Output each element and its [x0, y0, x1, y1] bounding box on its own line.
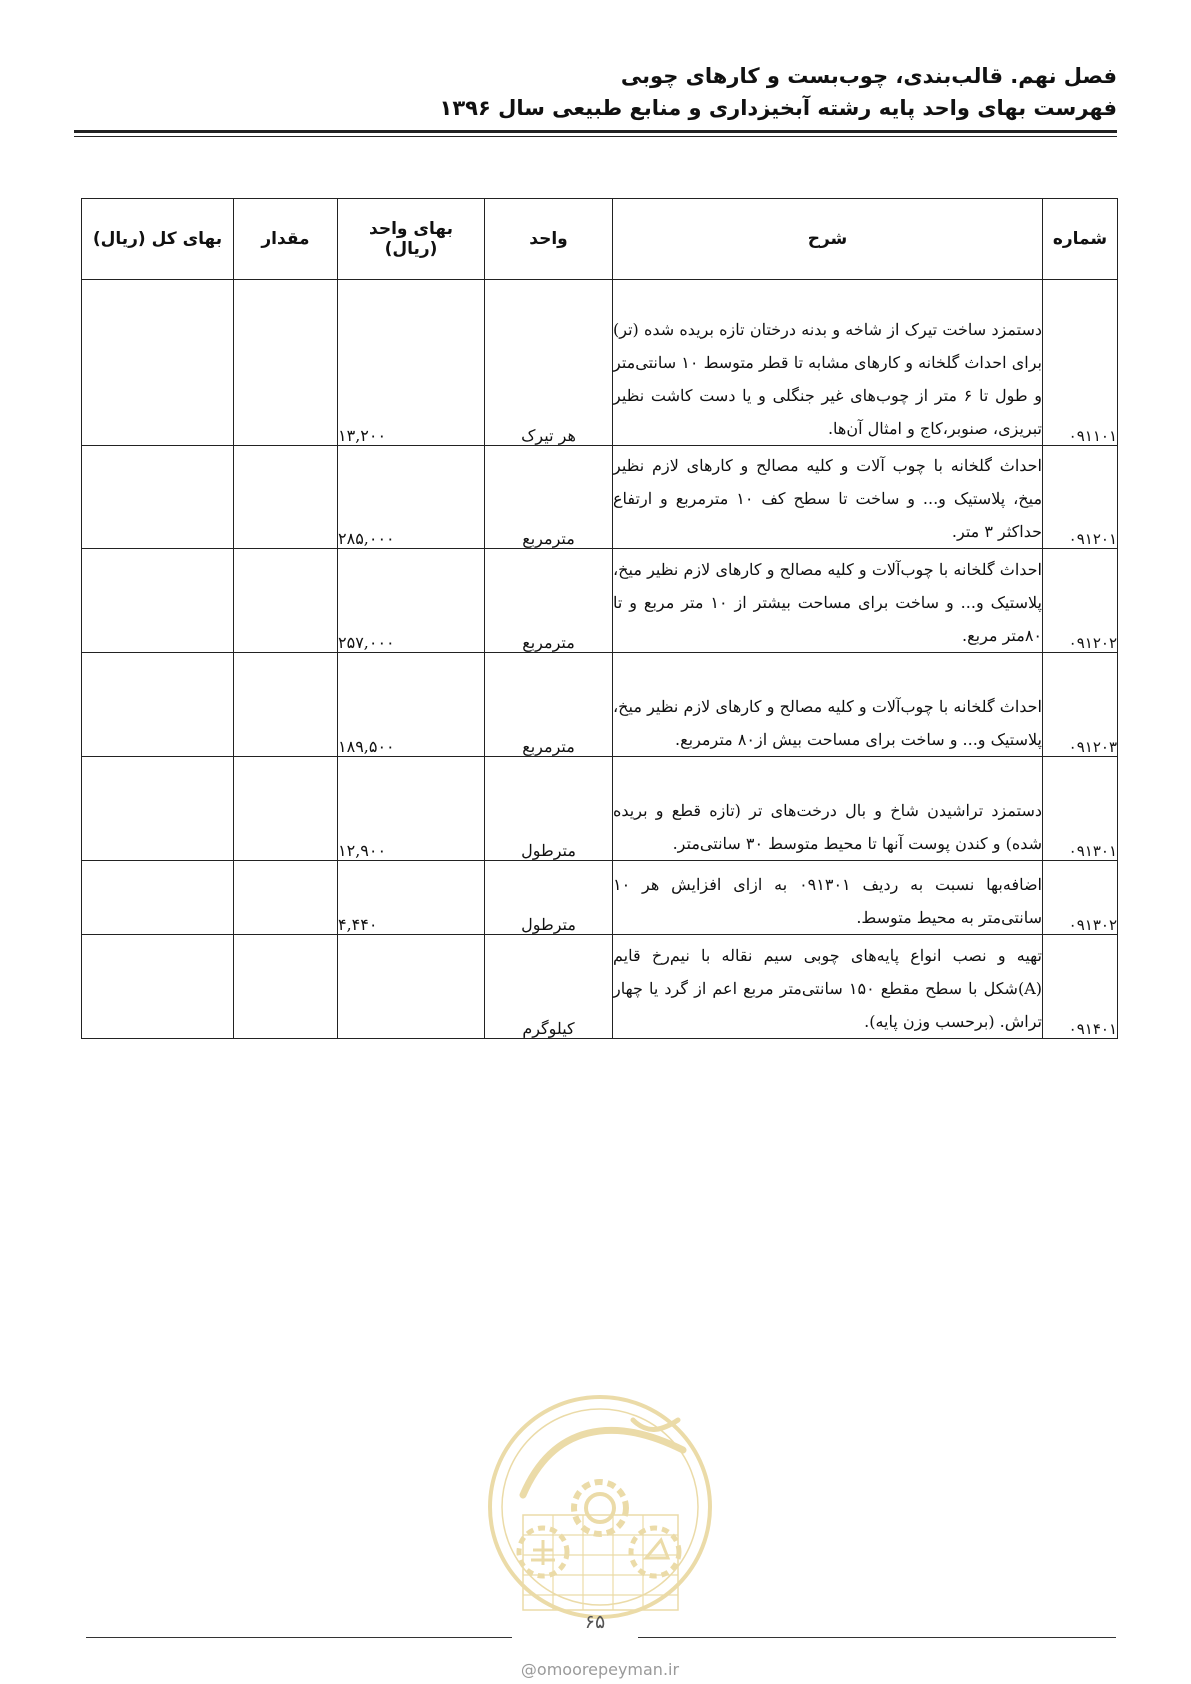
- item-quantity: [234, 653, 338, 757]
- item-total: [82, 935, 234, 1039]
- omoorepeyman-seal-logo: [483, 1390, 718, 1625]
- item-number: ۰۹۱۳۰۲: [1043, 861, 1118, 935]
- item-unit: مترمربع: [485, 549, 613, 653]
- seal-logo-icon: [483, 1390, 718, 1625]
- item-total: [82, 757, 234, 861]
- column-header-unit-price: [338, 199, 485, 280]
- item-total: [82, 446, 234, 549]
- table-row: [82, 549, 1118, 653]
- item-quantity: [234, 280, 338, 446]
- item-number: ۰۹۱۴۰۱: [1043, 935, 1118, 1039]
- item-quantity: [234, 757, 338, 861]
- table-header-row: [82, 199, 1118, 280]
- item-total: [82, 861, 234, 935]
- item-quantity: [234, 549, 338, 653]
- item-number: ۰۹۱۲۰۲: [1043, 549, 1118, 653]
- item-number: ۰۹۱۲۰۱: [1043, 446, 1118, 549]
- item-unit: مترطول: [485, 757, 613, 861]
- item-unit-price: [338, 935, 485, 1039]
- item-unit: مترمربع: [485, 653, 613, 757]
- item-description: دستمزد تراشیدن شاخ و بال درخت‌های تر (تازه قطع و بریده شده) و کندن پوست آنها تا محیط متوسط ۳۰ سانتی‌متر.: [613, 757, 1043, 861]
- item-description: اضافه‌بها نسبت به ردیف ۰۹۱۳۰۱ به ازای افزایش هر ۱۰ سانتی‌متر به محیط متوسط.: [613, 861, 1043, 935]
- column-header-description: شرح: [613, 199, 1043, 280]
- footer-rule-right: [638, 1637, 1116, 1638]
- page-header: [74, 60, 1117, 124]
- item-description: احداث گلخانه با چوب‌آلات و کلیه مصالح و کارهای لازم نظیر میخ، پلاستیک و... و ساخت برای مساحت بیش از۸۰ مترمربع.: [613, 653, 1043, 757]
- item-unit: کیلوگرم: [485, 935, 613, 1039]
- item-quantity: [234, 446, 338, 549]
- item-unit: مترطول: [485, 861, 613, 935]
- item-unit-price: ۱۲,۹۰۰: [338, 757, 485, 861]
- chapter-title: فصل نهم. قالب‌بندی، چوب‌بست و کارهای چوبی: [620, 64, 1117, 88]
- item-number: ۰۹۱۱۰۱: [1043, 280, 1118, 446]
- item-quantity: [234, 935, 338, 1039]
- header-rule-thin: [74, 136, 1117, 137]
- item-number: ۰۹۱۳۰۱: [1043, 757, 1118, 861]
- item-description: دستمزد ساخت تیرک از شاخه و بدنه درختان تازه بریده شده (تر) برای احداث گلخانه و کارهای مشابه تا قطر متوسط ۱۰ سانتی‌متر و طول تا ۶ متر از چوب‌های غیر جنگلی و یا دست کاشت نظیر تبریزی، صنوبر،کاج و امثال آن‌ها.: [613, 280, 1043, 446]
- column-header-quantity: مقدار: [234, 199, 338, 280]
- column-header-total-price: بهای کل (ریال): [82, 199, 234, 280]
- table-row: [82, 861, 1118, 935]
- item-unit: هر تیرک: [485, 280, 613, 446]
- table-row: [82, 280, 1118, 446]
- column-header-unit: واحد: [485, 199, 613, 280]
- table-row: [82, 935, 1118, 1039]
- column-header-number: شماره: [1043, 199, 1118, 280]
- table-row: [82, 446, 1118, 549]
- table-row: [82, 653, 1118, 757]
- item-unit-price: ۱۸۹,۵۰۰: [338, 653, 485, 757]
- unit-price-header-line1: بهای واحد: [369, 219, 453, 239]
- item-unit-price: ۱۳,۲۰۰: [338, 280, 485, 446]
- document-title: فهرست بهای واحد پایه رشته آبخیزداری و منابع طبیعی سال ۱۳۹۶: [439, 96, 1117, 120]
- item-description: احداث گلخانه با چوب آلات و کلیه مصالح و کارهای لازم نظیر میخ، پلاستیک و... و ساخت تا سطح کف ۱۰ مترمربع و ارتفاع حداکثر ۳ متر.: [613, 446, 1043, 549]
- header-rule-thick: [74, 130, 1117, 133]
- table-row: [82, 757, 1118, 861]
- item-description: تهیه و نصب انواع پایه‌های چوبی سیم نقاله با نیم‌رخ قایم (A)شکل با سطح مقطع ۱۵۰ سانتی‌متر مربع اعم از گرد یا چهار تراش. (برحسب وزن پایه).: [613, 935, 1043, 1039]
- item-unit-price: ۴,۴۴۰: [338, 861, 485, 935]
- footer-rule-left: [86, 1637, 512, 1638]
- item-unit: مترمربع: [485, 446, 613, 549]
- item-description: احداث گلخانه با چوب‌آلات و کلیه مصالح و کارهای لازم نظیر میخ، پلاستیک و... و ساخت برای مساحت بیشتر از ۱۰ متر مربع و تا ۸۰متر مربع.: [613, 549, 1043, 653]
- watermark-url: @omoorepeyman.ir: [520, 1660, 680, 1679]
- page-number: ۶۵: [584, 1611, 606, 1633]
- item-quantity: [234, 861, 338, 935]
- item-total: [82, 653, 234, 757]
- item-number: ۰۹۱۲۰۳: [1043, 653, 1118, 757]
- item-unit-price: ۲۸۵,۰۰۰: [338, 446, 485, 549]
- price-list-table: [81, 198, 1118, 1039]
- item-total: [82, 280, 234, 446]
- unit-price-header-line2: (ریال): [384, 239, 438, 259]
- item-total: [82, 549, 234, 653]
- item-unit-price: ۲۵۷,۰۰۰: [338, 549, 485, 653]
